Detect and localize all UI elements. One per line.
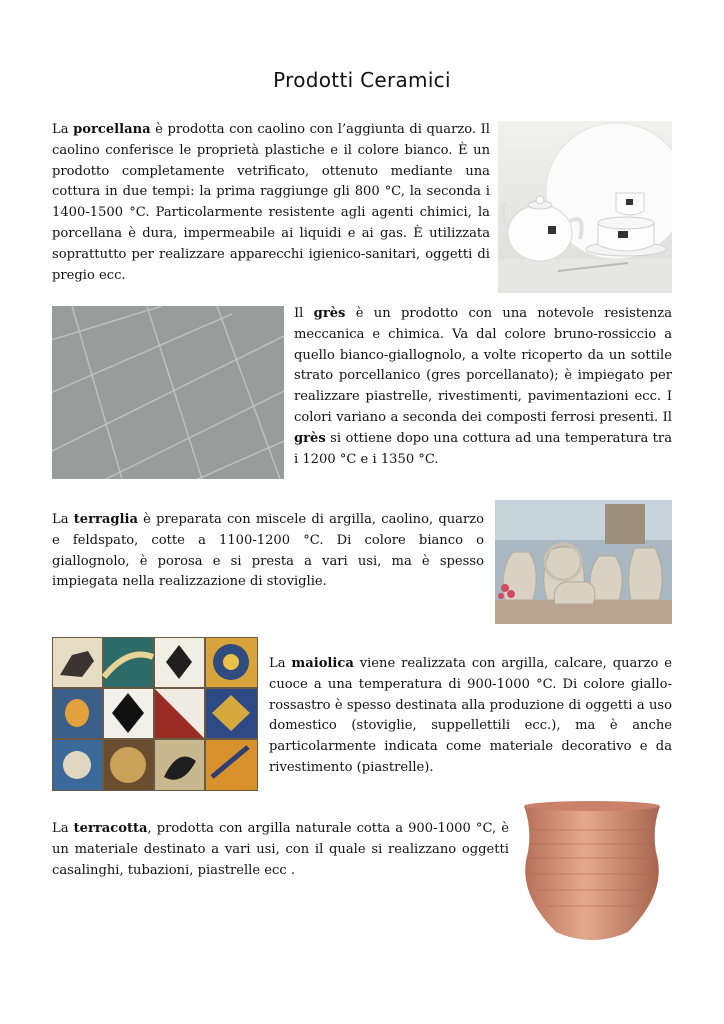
terracotta-paragraph: La terracotta, prodotta con argilla naturale cotta a 900-1000 °C, è un materiale destinato a vari usi, con il quale si realizzano oggetti casalinghi, tubazioni, piastrelle ecc . (52, 821, 509, 878)
porcellana-term: porcellana (73, 122, 151, 137)
maiolica-term: maiolica (291, 656, 354, 671)
maiolica-tiles-image (52, 637, 258, 791)
terraglia-term: terraglia (73, 512, 138, 527)
gres-tiles-image (52, 306, 284, 479)
gres-term-2: grès (294, 430, 326, 446)
terracotta-term: terracotta (73, 821, 148, 836)
gres-term: grès (313, 306, 346, 321)
terraglia-paragraph: La terraglia è preparata con miscele di argilla, caolino, quarzo e feldspato, cotte a 1100-1200 °C. Di colore bianco o giallognolo, è porosa e si presta a vari usi, ma è spesso impiegata nella realizzazione di stoviglie. (52, 512, 484, 590)
terracotta-vase-image (518, 800, 666, 944)
terraglia-pottery-image (495, 500, 672, 624)
porcelain-teaset-image (498, 121, 672, 293)
gres-paragraph: Il grès è un prodotto con una notevole resistenza meccanica e chimica. Va dal colore bruno-rossiccio a quello bianco-giallognolo, a volte ricoperto da un sottile strato porcellanico (gres porcellanato); è impiegato per realizzare piastrelle, rivestimenti, pavimentazioni ecc. I colori variano a seconda dei composti ferrosi presenti. Il grès si ottiene dopo una cottura ad una temperatura tra i 1200 °C e i 1350 °C. (294, 306, 673, 467)
porcellana-paragraph: La porcellana è prodotta con caolino con l’aggiunta di quarzo. Il caolino conferisce le proprietà plastiche e il colore bianco. È un prodotto completamente vetrificato, ottenuto mediante una cottura in due tempi: la prima raggiunge gli 800 °C, la seconda i 1400-1500 °C. Particolarmente resistente agli agenti chimici, la porcellana è dura, impermeabile ai liquidi e ai gas. È utilizzata soprattutto per realizzare apparecchi igienico-sanitari, oggetti di pregio ecc. (52, 122, 490, 283)
maiolica-paragraph: La maiolica viene realizzata con argilla, calcare, quarzo e cuoce a una temperatura di 900-1000 °C. Di colore giallo-rossastro è spesso destinata alla produzione di oggetti a uso domestico (stoviglie, suppellettili ecc.), ma è anche particolarmente indicata come materiale decorativo e da rivestimento (piastrelle). (269, 656, 672, 775)
page-title: Prodotti Ceramici (273, 68, 451, 92)
